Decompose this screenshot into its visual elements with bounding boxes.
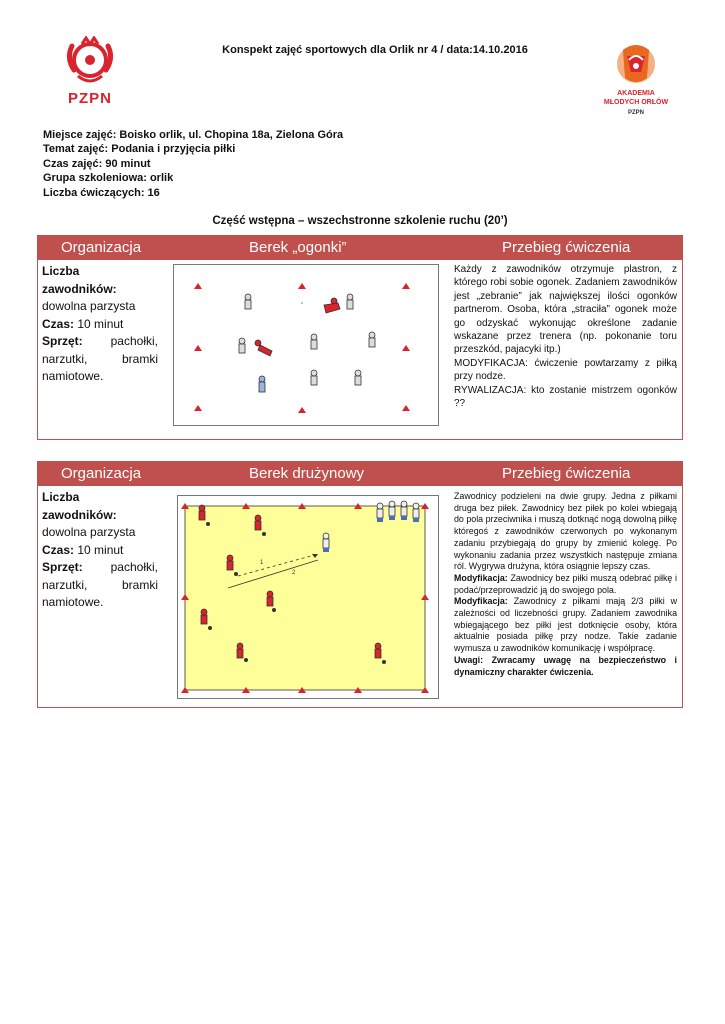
time-value: 10 minut <box>77 542 124 557</box>
diagram-label-2: 2 <box>292 570 296 576</box>
equipment-label: Sprzęt: <box>42 560 83 574</box>
exercise-1-progress-heading: Przebieg ćwiczenia <box>502 239 631 256</box>
time-label: Czas: <box>42 316 75 331</box>
section-heading: Część wstępna – wszechstronne szkolenie ruchu (20’) <box>212 215 508 227</box>
players-label: Liczba <box>42 264 80 278</box>
exercise-1-header-bar <box>38 236 682 260</box>
diagram-label-1: 1 <box>260 560 264 566</box>
modification-label-2: Modyfikacja: <box>454 596 508 607</box>
exercise-1-diagram <box>173 264 439 426</box>
equipment-w1: pachołki, <box>110 560 158 574</box>
time-label: Czas: <box>42 542 75 557</box>
tag-game-diagram <box>174 265 438 425</box>
players-label: Liczba <box>42 490 80 504</box>
exercise-2-progress-heading: Przebieg ćwiczenia <box>502 465 631 482</box>
akademia-logo <box>603 42 669 126</box>
session-place: Miejsce zajęć: Boisko orlik, ul. Chopina 18a, Zielona Góra <box>43 129 344 141</box>
exercise-2-diagram <box>177 495 439 699</box>
page-title: Konspekt zajęć sportowych dla Orlik nr 4 / data:14.10.2016 <box>222 44 528 56</box>
exercise-2-name: Berek drużynowy <box>249 465 365 482</box>
modification-text: Zawodnicy bez piłki muszą odebrać piłkę i podać/przeprowadzić ją do swojego pola. <box>454 572 678 595</box>
description-paragraph-2: MODYFIKACJA: ćwiczenie powtarzamy z piłką przy nodze. <box>454 357 677 383</box>
player-white-icon <box>239 294 375 385</box>
equipment-row-2 <box>42 577 158 595</box>
equipment-w3: bramki <box>121 577 158 592</box>
equipment-w3: bramki <box>121 351 158 366</box>
equipment-row <box>42 559 158 577</box>
team-tag-diagram <box>178 496 438 698</box>
exercise-1 <box>37 235 683 440</box>
exercise-1-organization <box>42 263 158 386</box>
exercise-2-header-bar <box>38 462 682 486</box>
equipment-w2: narzutki, <box>42 577 88 592</box>
equipment-label: Sprzęt: <box>42 334 83 348</box>
time-row <box>42 542 158 560</box>
session-duration: Czas zajęć: 90 minut <box>43 157 151 170</box>
players-value: dowolna parzysta <box>42 525 136 539</box>
pzpn-logo-text: PZPN <box>67 90 112 107</box>
players-label-2: zawodników: <box>42 507 117 522</box>
player-red-icon <box>255 298 340 356</box>
equipment-w1: pachołki, <box>110 334 158 348</box>
players-value: dowolna parzysta <box>42 299 136 313</box>
akademia-mlodych-orlow-logo-icon <box>603 42 669 92</box>
description-paragraph-3 <box>454 596 677 655</box>
modification-text-2: Zawodnicy z piłkami mają 2/3 piłki w zależności od liczebności grupy. Zadaniem zawodnika wbiegającego bez piłki jest dotknięcie osoby, która aktualnie posiada piłkę przy nodze. Takie zadanie wymusza u zawodników komunikację i współpracę. <box>454 596 678 654</box>
time-value: 10 minut <box>77 316 124 331</box>
equipment-last: namiotowe. <box>42 595 104 609</box>
equipment-last: namiotowe. <box>42 369 104 383</box>
description-paragraph-1: Każdy z zawodników otrzymuje plastron, z którego robi sobie ogonek. Zadaniem zawodników jest „zebranie” jak największej ilości ogonków partnerom. Osoba, która „straciła” ogonek może go odzyskać wykonując określone zadanie wskazane przez trenera (np. pokonanie toru przeszkód, pajacyki itp.) <box>454 264 677 356</box>
equipment-row-2 <box>42 351 158 369</box>
description-paragraph-3: RYWALIZACJA: kto zostanie mistrzem ogonków ?? <box>454 384 677 410</box>
exercise-2 <box>37 461 683 708</box>
session-group: Grupa szkoleniowa: orlik <box>43 172 174 185</box>
session-count: Liczba ćwiczących: 16 <box>43 186 160 199</box>
description-paragraph-2 <box>454 573 677 596</box>
description-paragraph-1: Zawodnicy podzieleni na dwie grupy. Jedna z piłkami druga bez piłek. Zawodnicy bez piłek po kolei wbiegają do pola przeciwnika i muszą dotknąć nogą dowolną piłkę któregoś z zawodników czerwonych po wykonanym zadaniu przybiegają do grupy by zmienić kolegę. Po wykonaniu zadania przez wszystkich następuje zmiana ról. Wygrywa drużyna, która osiągnie lepszy czas. <box>454 491 677 572</box>
player-blue-icon <box>259 376 265 392</box>
exercise-1-description <box>454 263 677 410</box>
session-info <box>43 128 343 200</box>
remarks: Uwagi: Zwracamy uwagę na bezpieczeństwo i dynamiczny charakter ćwiczenia. <box>454 654 677 677</box>
pitch-area <box>185 506 425 690</box>
akademia-line1: AKADEMIA <box>617 90 655 97</box>
exercise-2-description <box>454 491 677 678</box>
akademia-line3: PZPN <box>627 110 644 116</box>
players-label-2: zawodników: <box>42 281 117 296</box>
pzpn-logo <box>58 36 122 108</box>
equipment-w2: narzutki, <box>42 351 88 366</box>
time-row <box>42 316 158 334</box>
exercise-1-name: Berek „ogonki” <box>249 239 347 256</box>
session-topic: Temat zajęć: Podania i przyjęcia piłki <box>43 143 236 156</box>
exercise-2-org-heading: Organizacja <box>61 465 142 482</box>
akademia-line2: MŁODYCH ORŁÓW <box>603 99 669 106</box>
exercise-2-organization <box>42 489 158 612</box>
equipment-row <box>42 333 158 351</box>
modification-label: Modyfikacja: <box>454 572 508 583</box>
exercise-1-org-heading: Organizacja <box>61 239 142 256</box>
